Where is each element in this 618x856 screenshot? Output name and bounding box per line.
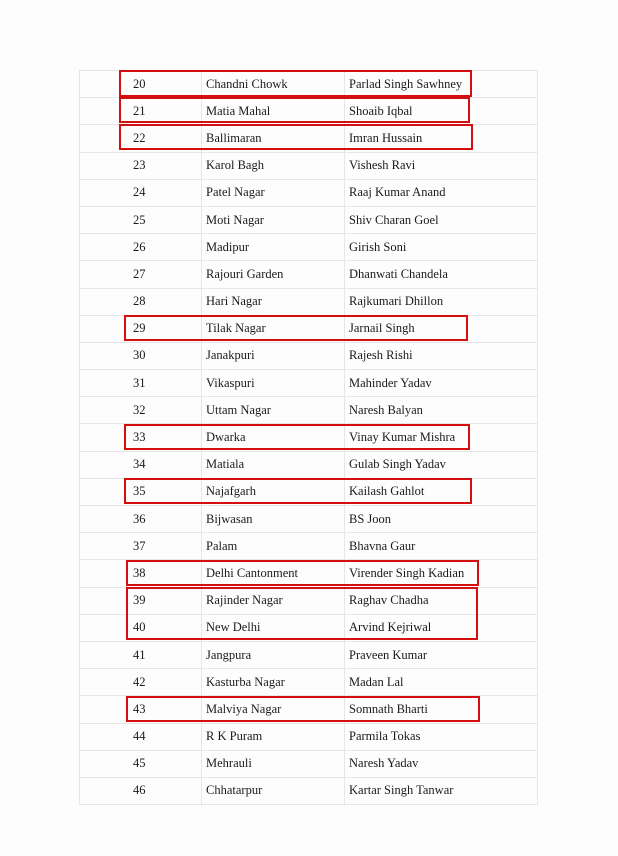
row-number: 39: [80, 587, 202, 614]
candidate-name: Jarnail Singh: [345, 315, 538, 342]
candidate-name: Parmila Tokas: [345, 723, 538, 750]
row-number: 36: [80, 506, 202, 533]
constituency-name: Ballimaran: [202, 125, 345, 152]
table-row: [80, 342, 538, 369]
candidate-name: Madan Lal: [345, 669, 538, 696]
candidate-name: Vishesh Ravi: [345, 152, 538, 179]
constituency-name: Matia Mahal: [202, 98, 345, 125]
candidate-name: Naresh Yadav: [345, 750, 538, 777]
constituency-name: Uttam Nagar: [202, 397, 345, 424]
table-row: [80, 750, 538, 777]
candidate-name: BS Joon: [345, 506, 538, 533]
row-number: 29: [80, 315, 202, 342]
row-number: 34: [80, 451, 202, 478]
candidate-name: Somnath Bharti: [345, 696, 538, 723]
row-number: 24: [80, 179, 202, 206]
candidate-name: Rajkumari Dhillon: [345, 288, 538, 315]
row-number: 30: [80, 342, 202, 369]
table-row: [80, 370, 538, 397]
row-number: 25: [80, 206, 202, 233]
table-row: [80, 506, 538, 533]
row-number: 23: [80, 152, 202, 179]
table-row: [80, 614, 538, 641]
table-row: [80, 152, 538, 179]
candidate-name: Shoaib Iqbal: [345, 98, 538, 125]
candidate-name: Raaj Kumar Anand: [345, 179, 538, 206]
table-row: [80, 206, 538, 233]
row-number: 38: [80, 560, 202, 587]
candidate-table: [79, 70, 538, 805]
constituency-name: Hari Nagar: [202, 288, 345, 315]
row-number: 22: [80, 125, 202, 152]
row-number: 32: [80, 397, 202, 424]
constituency-name: Patel Nagar: [202, 179, 345, 206]
candidate-name: Raghav Chadha: [345, 587, 538, 614]
constituency-name: Janakpuri: [202, 342, 345, 369]
constituency-name: Kasturba Nagar: [202, 669, 345, 696]
candidate-name: Vinay Kumar Mishra: [345, 424, 538, 451]
table-row: [80, 777, 538, 804]
row-number: 21: [80, 98, 202, 125]
candidate-name: Kartar Singh Tanwar: [345, 777, 538, 804]
candidate-name: Arvind Kejriwal: [345, 614, 538, 641]
row-number: 20: [80, 71, 202, 98]
table-row: [80, 71, 538, 98]
constituency-name: Bijwasan: [202, 506, 345, 533]
table-row: [80, 478, 538, 505]
constituency-name: Najafgarh: [202, 478, 345, 505]
constituency-name: Chandni Chowk: [202, 71, 345, 98]
table-row: [80, 641, 538, 668]
table-row: [80, 315, 538, 342]
constituency-name: Dwarka: [202, 424, 345, 451]
constituency-name: Matiala: [202, 451, 345, 478]
constituency-name: New Delhi: [202, 614, 345, 641]
table-row: [80, 397, 538, 424]
table-row: [80, 261, 538, 288]
row-number: 27: [80, 261, 202, 288]
table-row: [80, 98, 538, 125]
candidate-name: Praveen Kumar: [345, 641, 538, 668]
table-row: [80, 696, 538, 723]
candidate-name: Gulab Singh Yadav: [345, 451, 538, 478]
row-number: 33: [80, 424, 202, 451]
candidate-name: Dhanwati Chandela: [345, 261, 538, 288]
constituency-name: Mehrauli: [202, 750, 345, 777]
candidate-name: Imran Hussain: [345, 125, 538, 152]
constituency-name: Palam: [202, 533, 345, 560]
constituency-name: Moti Nagar: [202, 206, 345, 233]
row-number: 41: [80, 641, 202, 668]
row-number: 43: [80, 696, 202, 723]
row-number: 31: [80, 370, 202, 397]
constituency-name: Jangpura: [202, 641, 345, 668]
table-row: [80, 560, 538, 587]
table-row: [80, 288, 538, 315]
row-number: 35: [80, 478, 202, 505]
constituency-name: Delhi Cantonment: [202, 560, 345, 587]
constituency-name: R K Puram: [202, 723, 345, 750]
row-number: 44: [80, 723, 202, 750]
table-row: [80, 533, 538, 560]
constituency-name: Chhatarpur: [202, 777, 345, 804]
candidate-name: Shiv Charan Goel: [345, 206, 538, 233]
constituency-name: Rajinder Nagar: [202, 587, 345, 614]
candidate-name: Kailash Gahlot: [345, 478, 538, 505]
candidate-name: Virender Singh Kadian: [345, 560, 538, 587]
table-row: [80, 587, 538, 614]
table-row: [80, 179, 538, 206]
row-number: 46: [80, 777, 202, 804]
constituency-name: Tilak Nagar: [202, 315, 345, 342]
row-number: 37: [80, 533, 202, 560]
table-row: [80, 451, 538, 478]
row-number: 42: [80, 669, 202, 696]
candidate-name: Bhavna Gaur: [345, 533, 538, 560]
constituency-name: Madipur: [202, 234, 345, 261]
candidate-name: Naresh Balyan: [345, 397, 538, 424]
table-row: [80, 125, 538, 152]
row-number: 28: [80, 288, 202, 315]
constituency-name: Malviya Nagar: [202, 696, 345, 723]
row-number: 45: [80, 750, 202, 777]
candidate-name: Rajesh Rishi: [345, 342, 538, 369]
constituency-name: Karol Bagh: [202, 152, 345, 179]
constituency-name: Rajouri Garden: [202, 261, 345, 288]
candidate-name: Mahinder Yadav: [345, 370, 538, 397]
table-row: [80, 424, 538, 451]
table-row: [80, 669, 538, 696]
row-number: 26: [80, 234, 202, 261]
row-number: 40: [80, 614, 202, 641]
constituency-name: Vikaspuri: [202, 370, 345, 397]
table-row: [80, 723, 538, 750]
candidate-name: Girish Soni: [345, 234, 538, 261]
table-row: [80, 234, 538, 261]
candidate-name: Parlad Singh Sawhney: [345, 71, 538, 98]
